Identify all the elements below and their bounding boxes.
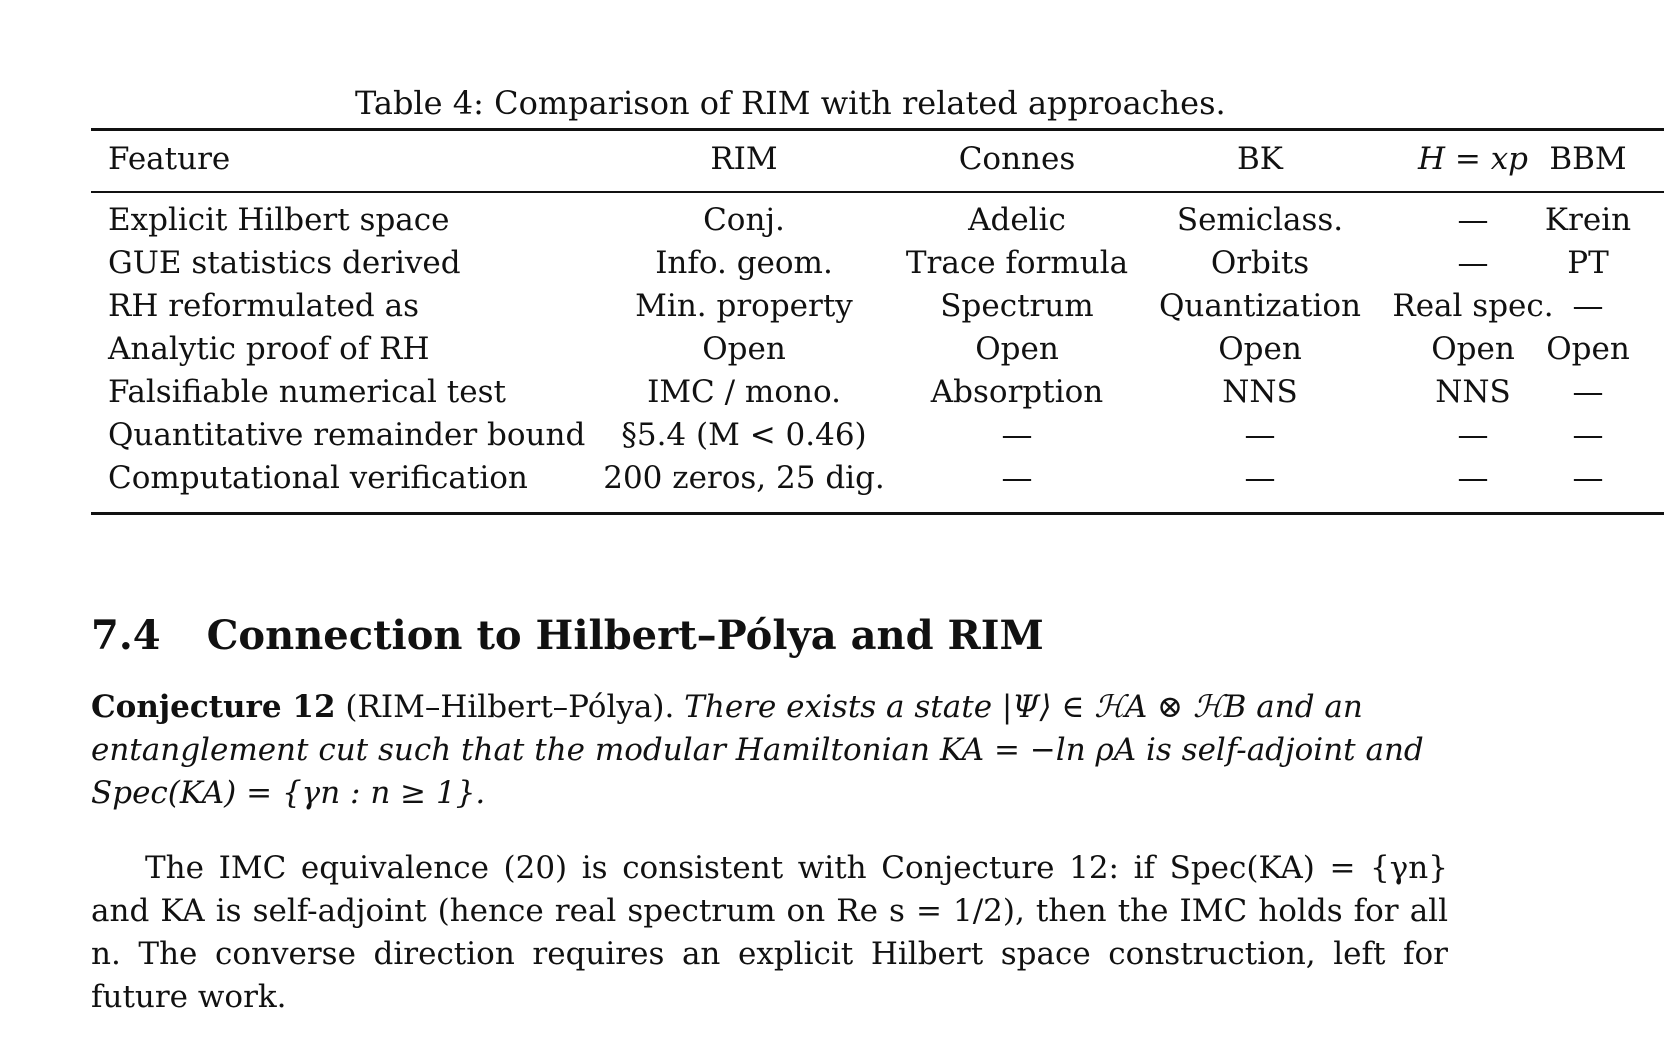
cell-bk: — [1244,460,1276,496]
cell-feature: RH reformulated as [108,288,419,324]
header-bk: BK [1237,141,1283,177]
cell-rim: Open [702,331,786,367]
cell-hxp: — [1457,460,1489,496]
cell-rim: 200 zeros, 25 dig. [603,460,885,496]
cell-connes: Trace formula [905,245,1129,281]
conjecture-label: Conjecture 12 [91,689,336,725]
cell-rim: IMC / mono. [647,374,841,410]
cell-hxp: Real spec. [1392,288,1554,324]
cell-bk: Quantization [1158,288,1362,324]
cell-hxp: — [1457,417,1489,453]
cell-hxp: Open [1431,331,1515,367]
table-bottom-rule [91,512,1664,515]
cell-feature: Computational verification [108,460,528,496]
cell-feature: GUE statistics derived [108,245,461,281]
cell-bk: — [1244,417,1276,453]
cell-connes: Absorption [930,374,1104,410]
cell-bk: Semiclass. [1176,202,1344,238]
table-caption: Table 4: Comparison of RIM with related approaches. [355,84,1226,122]
cell-bbm: — [1572,460,1604,496]
cell-connes: — [1001,460,1033,496]
header-rim: RIM [710,141,778,177]
cell-rim: Conj. [703,202,785,238]
section-heading [91,612,1044,659]
conjecture-statement: There exists a state |Ψ⟩ ∈ ℋA ⊗ ℋB and an entanglement cut such that the modular Hamiltonian KA = −ln ρA is self-adjoint and Spec(KA) = {γn : n ≥ 1}. [91,689,1424,811]
cell-hxp: NNS [1435,374,1511,410]
conjecture-block [91,686,1448,815]
header-connes: Connes [958,141,1076,177]
conjecture-name: (RIM–Hilbert–Pólya). [345,689,675,725]
cell-bbm: PT [1567,245,1609,281]
cell-rim: Min. property [635,288,853,324]
header-feature: Feature [108,141,231,177]
cell-connes: Adelic [968,202,1066,238]
table-top-rule [91,128,1664,131]
cell-bbm: — [1572,288,1604,324]
cell-feature: Quantitative remainder bound [108,417,586,453]
cell-bbm: — [1572,374,1604,410]
cell-feature: Explicit Hilbert space [108,202,450,238]
table-header-rule [91,191,1664,193]
cell-rim: §5.4 (M < 0.46) [621,417,867,453]
cell-hxp: — [1457,202,1489,238]
cell-bbm: Open [1546,331,1630,367]
cell-connes: — [1001,417,1033,453]
section-title: Connection to Hilbert–Pólya and RIM [206,612,1044,659]
header-hxp: H = xp [1417,141,1529,177]
cell-connes: Open [975,331,1059,367]
header-bbm: BBM [1549,141,1627,177]
cell-hxp: — [1457,245,1489,281]
body-paragraph: The IMC equivalence (20) is consistent with Conjecture 12: if Spec(KA) = {γn} and KA is self-adjoint (hence real spectrum on Re s = 1/2), then the IMC holds for all n. The converse direction requires an explicit Hilbert space construction, left for future work. [91,850,1448,1015]
section-number: 7.4 [91,612,161,659]
cell-feature: Falsifiable numerical test [108,374,506,410]
cell-bbm: Krein [1544,202,1632,238]
cell-rim: Info. geom. [655,245,833,281]
cell-bk: Orbits [1210,245,1310,281]
cell-feature: Analytic proof of RH [108,331,430,367]
cell-bk: NNS [1222,374,1298,410]
cell-bk: Open [1218,331,1302,367]
cell-connes: Spectrum [940,288,1094,324]
cell-bbm: — [1572,417,1604,453]
